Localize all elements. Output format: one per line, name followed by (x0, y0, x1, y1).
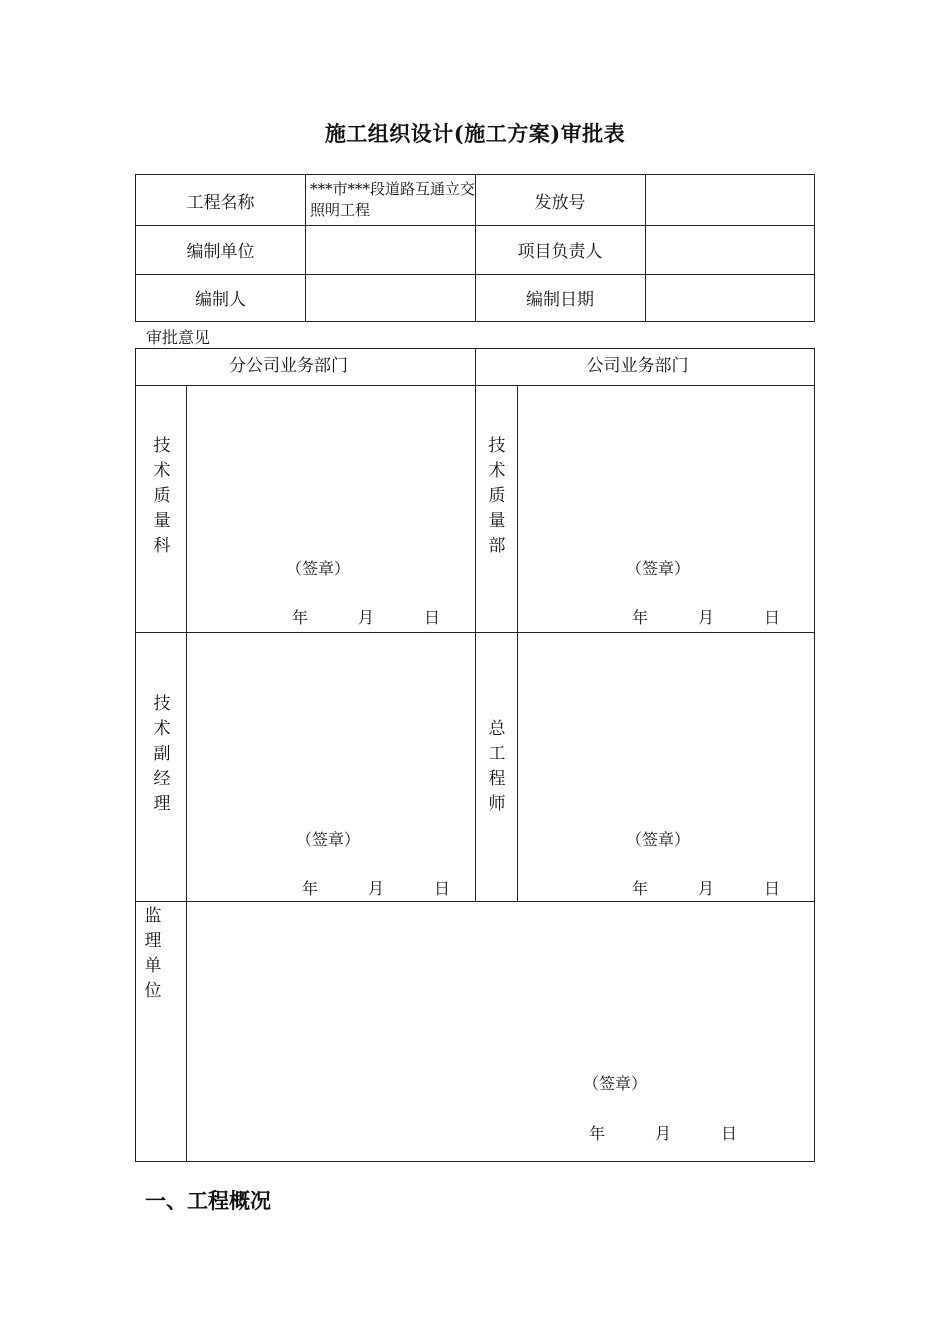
company-chief-engineer-label: 总工程师 (488, 719, 506, 814)
compile-date-value (645, 274, 814, 321)
day-label: 日 (721, 1124, 738, 1143)
page-title: 施工组织设计(施工方案)审批表 (324, 121, 626, 146)
compile-unit-value (305, 225, 475, 274)
date-line (302, 876, 450, 899)
month-label: 月 (368, 879, 385, 898)
signature-label: （签章） (626, 830, 691, 849)
compiler-label: 编制人 (195, 290, 246, 310)
project-leader-label: 项目负责人 (517, 242, 603, 262)
date-line (632, 605, 780, 628)
year-label: 年 (632, 608, 649, 627)
day-label: 日 (434, 879, 451, 898)
day-label: 日 (764, 608, 781, 627)
project-name-value: ***市***段道路互通立交照明工程 (310, 180, 476, 219)
project-name-label: 工程名称 (186, 192, 255, 213)
compiler-value (305, 274, 475, 321)
supervision-unit-label: 监理单位 (144, 906, 162, 1001)
year-label: 年 (292, 608, 309, 627)
compile-unit-label: 编制单位 (186, 242, 255, 262)
signature-label: （签章） (296, 830, 361, 849)
month-label: 月 (358, 608, 375, 627)
month-label: 月 (698, 879, 715, 898)
project-info-table (135, 174, 815, 322)
signature-label: （签章） (626, 559, 691, 578)
issue-no-label: 发放号 (534, 192, 586, 213)
signature-label: （签章） (583, 1074, 648, 1093)
branch-tech-quality-label: 技术质量科 (153, 436, 171, 556)
year-label: 年 (632, 879, 649, 898)
section-heading: 一、工程概况 (145, 1188, 271, 1213)
day-label: 日 (424, 608, 441, 627)
issue-no-value (645, 175, 814, 225)
date-line (589, 1121, 737, 1144)
year-label: 年 (302, 879, 319, 898)
year-label: 年 (589, 1124, 606, 1143)
date-line (292, 605, 440, 628)
branch-tech-deputy-label: 技术副经理 (153, 694, 171, 814)
company-department-header: 公司业务部门 (586, 355, 689, 376)
company-tech-quality-label: 技术质量部 (488, 436, 506, 556)
date-line (632, 876, 780, 899)
branch-department-header: 分公司业务部门 (229, 355, 348, 376)
signature-label: （签章） (286, 559, 351, 578)
approval-opinion-label: 审批意见 (146, 328, 211, 347)
month-label: 月 (698, 608, 715, 627)
approval-table (135, 348, 815, 1162)
day-label: 日 (764, 879, 781, 898)
compile-date-label: 编制日期 (526, 290, 594, 310)
project-leader-value (645, 225, 814, 274)
month-label: 月 (655, 1124, 672, 1143)
